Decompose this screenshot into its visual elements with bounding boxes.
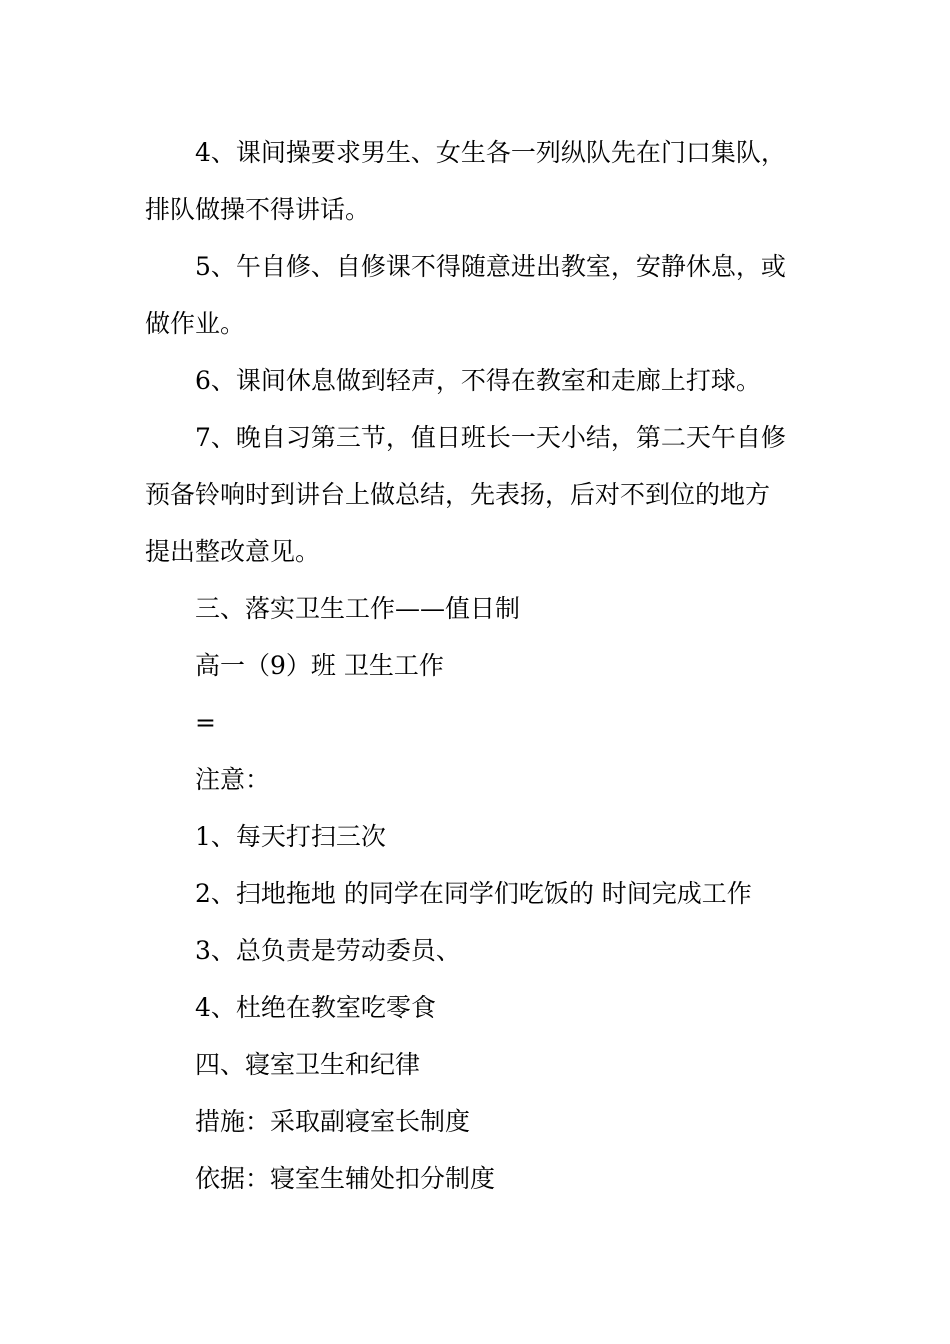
text-line-3: 5、午自修、自修课不得随意进出教室，安静休息，或 — [195, 252, 786, 281]
text-line-8: 提出整改意见。 — [145, 537, 321, 566]
measure-line: 措施：采取副寝室长制度 — [195, 1107, 471, 1136]
text-line-4: 做作业。 — [145, 309, 246, 338]
text-line-1: 4、课间操要求男生、女生各一列纵队先在门口集队， — [195, 138, 786, 167]
notice-item-1: 1、每天打扫三次 — [195, 822, 386, 851]
notice-label: 注意： — [195, 765, 271, 794]
notice-item-4: 4、杜绝在教室吃零食 — [195, 993, 436, 1022]
section-heading-4: 四、寝室卫生和纪律 — [195, 1050, 421, 1079]
class-label: 高一（9）班 卫生工作 — [195, 651, 444, 680]
text-line-6: 7、晚自习第三节，值日班长一天小结，第二天午自修 — [195, 423, 786, 452]
section-heading-3: 三、落实卫生工作——值日制 — [195, 594, 521, 623]
notice-item-3: 3、总负责是劳动委员、 — [195, 936, 461, 965]
notice-item-2: 2、扫地拖地 的同学在同学们吃饭的 时间完成工作 — [195, 879, 752, 908]
text-line-5: 6、课间休息做到轻声，不得在教室和走廊上打球。 — [195, 366, 761, 395]
basis-line: 依据：寝室生辅处扣分制度 — [195, 1164, 496, 1193]
text-line-7: 预备铃响时到讲台上做总结，先表扬，后对不到位的地方 — [145, 480, 771, 509]
text-line-2: 排队做操不得讲话。 — [145, 195, 371, 224]
equals-sign: = — [195, 708, 216, 737]
